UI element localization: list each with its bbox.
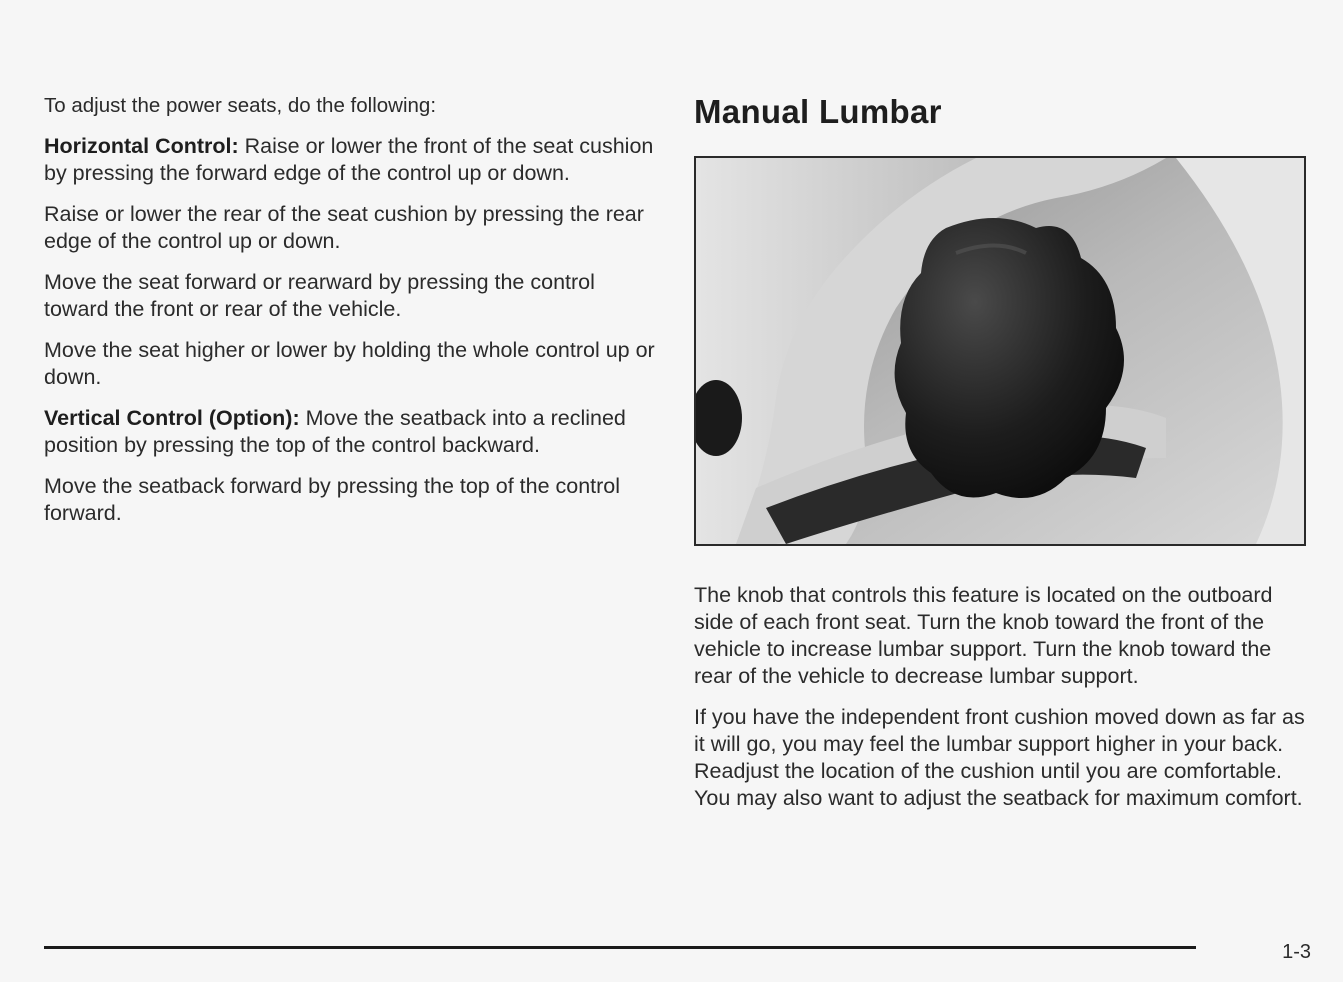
page-number: 1-3: [1282, 941, 1311, 963]
section-heading: Manual Lumbar: [694, 93, 942, 130]
right-column: [694, 92, 1314, 826]
cushion-adjust-paragraph: If you have the independent front cushion moved down as far as it will go, you may feel the lumbar support higher in your back. Readjust the location of the cushion until you are comfortable. You may also want to adjust the seatback for maximum comfort.: [694, 705, 1305, 810]
lumbar-knob-illustration: [696, 158, 1304, 544]
seat-forward-paragraph: Move the seat forward or rearward by pressing the control toward the front or rear of the vehicle.: [44, 270, 595, 321]
horizontal-control-paragraph: [44, 133, 656, 187]
left-column: [44, 92, 656, 541]
vertical-control-term: Vertical Control (Option):: [44, 406, 300, 430]
intro-text: To adjust the power seats, do the following:: [44, 94, 437, 117]
horizontal-control-term: Horizontal Control:: [44, 134, 239, 158]
vertical-control-text: Move the seatback into a reclined position by pressing the top of the control backward.: [44, 406, 626, 457]
vertical-control-paragraph: [44, 405, 656, 459]
seatback-forward-paragraph: Move the seatback forward by pressing the top of the control forward.: [44, 474, 621, 525]
seat-height-paragraph: Move the seat higher or lower by holding the whole control up or down.: [44, 338, 655, 389]
footer-rule: [44, 946, 1196, 949]
right-body-text: [694, 582, 1314, 812]
horizontal-control-text: Raise or lower the front of the seat cushion by pressing the forward edge of the control up or down.: [44, 134, 654, 185]
rear-cushion-paragraph: Raise or lower the rear of the seat cushion by pressing the rear edge of the control up or down.: [44, 202, 644, 253]
lumbar-knob-photo: [694, 156, 1306, 546]
knob-location-paragraph: The knob that controls this feature is located on the outboard side of each front seat. Turn the knob toward the front of the vehicle to increase lumbar support. Turn the knob toward the rear of the vehicle to decrease lumbar support.: [694, 583, 1273, 688]
